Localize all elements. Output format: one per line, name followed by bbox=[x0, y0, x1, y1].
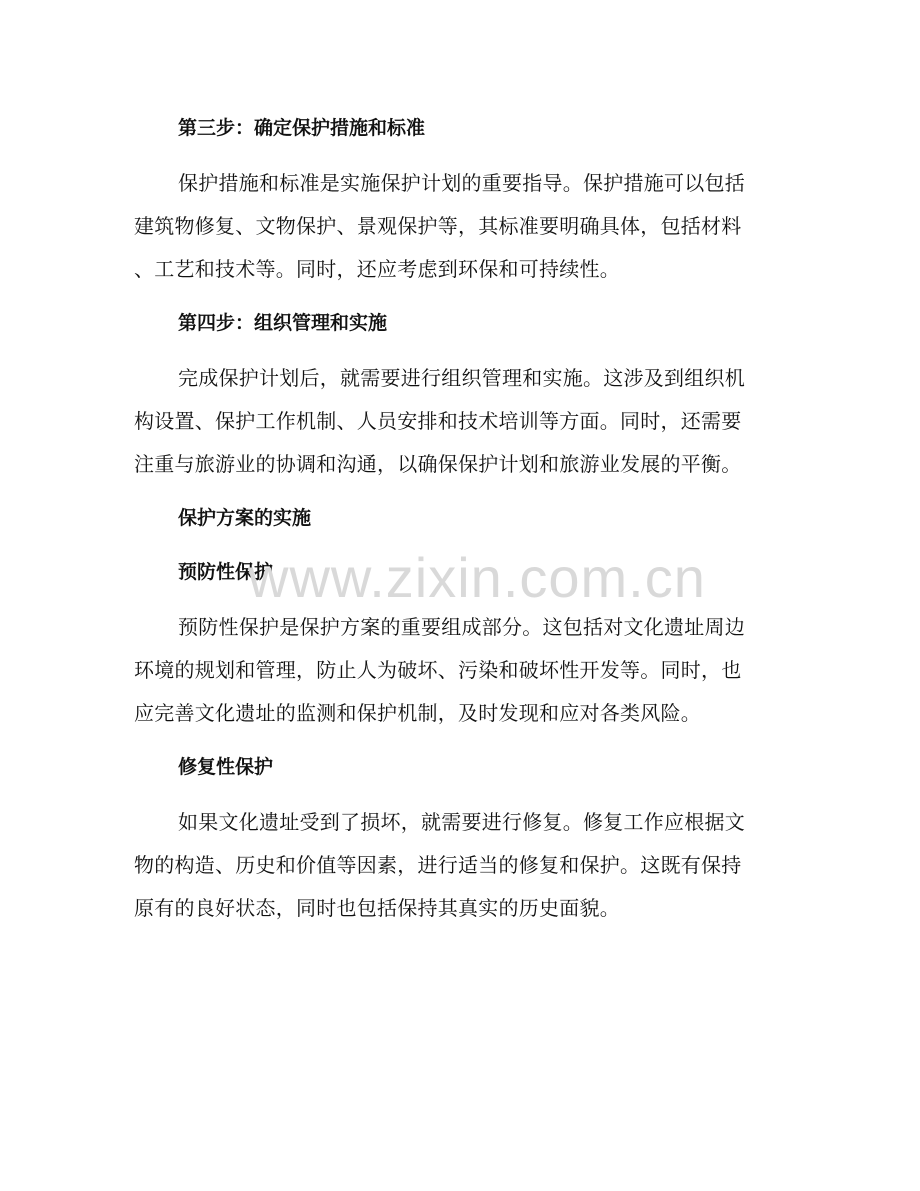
paragraph-line: 完成保护计划后，就需要进行组织管理和实施。这涉及到组织机 bbox=[178, 366, 745, 390]
section-heading-step4: 第四步：组织管理和实施 bbox=[178, 312, 388, 334]
paragraph-line: 物的构造、历史和价值等因素，进行适当的修复和保护。这既有保持 bbox=[134, 853, 742, 877]
paragraph-line: 如果文化遗址受到了损坏，就需要进行修复。修复工作应根据文 bbox=[178, 810, 745, 834]
paragraph-preventive bbox=[134, 606, 774, 735]
section-heading-implementation: 保护方案的实施 bbox=[178, 507, 312, 529]
paragraph-line: 构设置、保护工作机制、人员安排和技术培训等方面。同时，还需要 bbox=[134, 409, 742, 433]
paragraph-line: 预防性保护是保护方案的重要组成部分。这包括对文化遗址周边 bbox=[178, 615, 745, 639]
paragraph-line: 注重与旅游业的协调和沟通，以确保保护计划和旅游业发展的平衡。 bbox=[134, 452, 742, 476]
section-heading-step3: 第三步：确定保护措施和标准 bbox=[178, 117, 426, 139]
paragraph-line: 、工艺和技术等。同时，还应考虑到环保和可持续性。 bbox=[134, 257, 620, 281]
paragraph-line: 原有的良好状态，同时也包括保持其真实的历史面貌。 bbox=[134, 896, 620, 920]
paragraph-step4 bbox=[134, 357, 774, 486]
watermark: www.zixin.com.cn bbox=[248, 546, 706, 609]
paragraph-line: 应完善文化遗址的监测和保护机制，及时发现和应对各类风险。 bbox=[134, 701, 701, 725]
paragraph-line: 保护措施和标准是实施保护计划的重要指导。保护措施可以包括 bbox=[178, 171, 745, 195]
section-heading-restorative: 修复性保护 bbox=[178, 756, 274, 778]
paragraph-line: 环境的规划和管理，防止人为破坏、污染和破坏性开发等。同时，也 bbox=[134, 658, 742, 682]
section-heading-preventive: 预防性保护 bbox=[178, 561, 274, 583]
document-body bbox=[134, 108, 774, 942]
paragraph-restorative bbox=[134, 801, 774, 930]
paragraph-line: 建筑物修复、文物保护、景观保护等，其标准要明确具体，包括材料 bbox=[134, 214, 742, 238]
paragraph-step3 bbox=[134, 162, 774, 291]
